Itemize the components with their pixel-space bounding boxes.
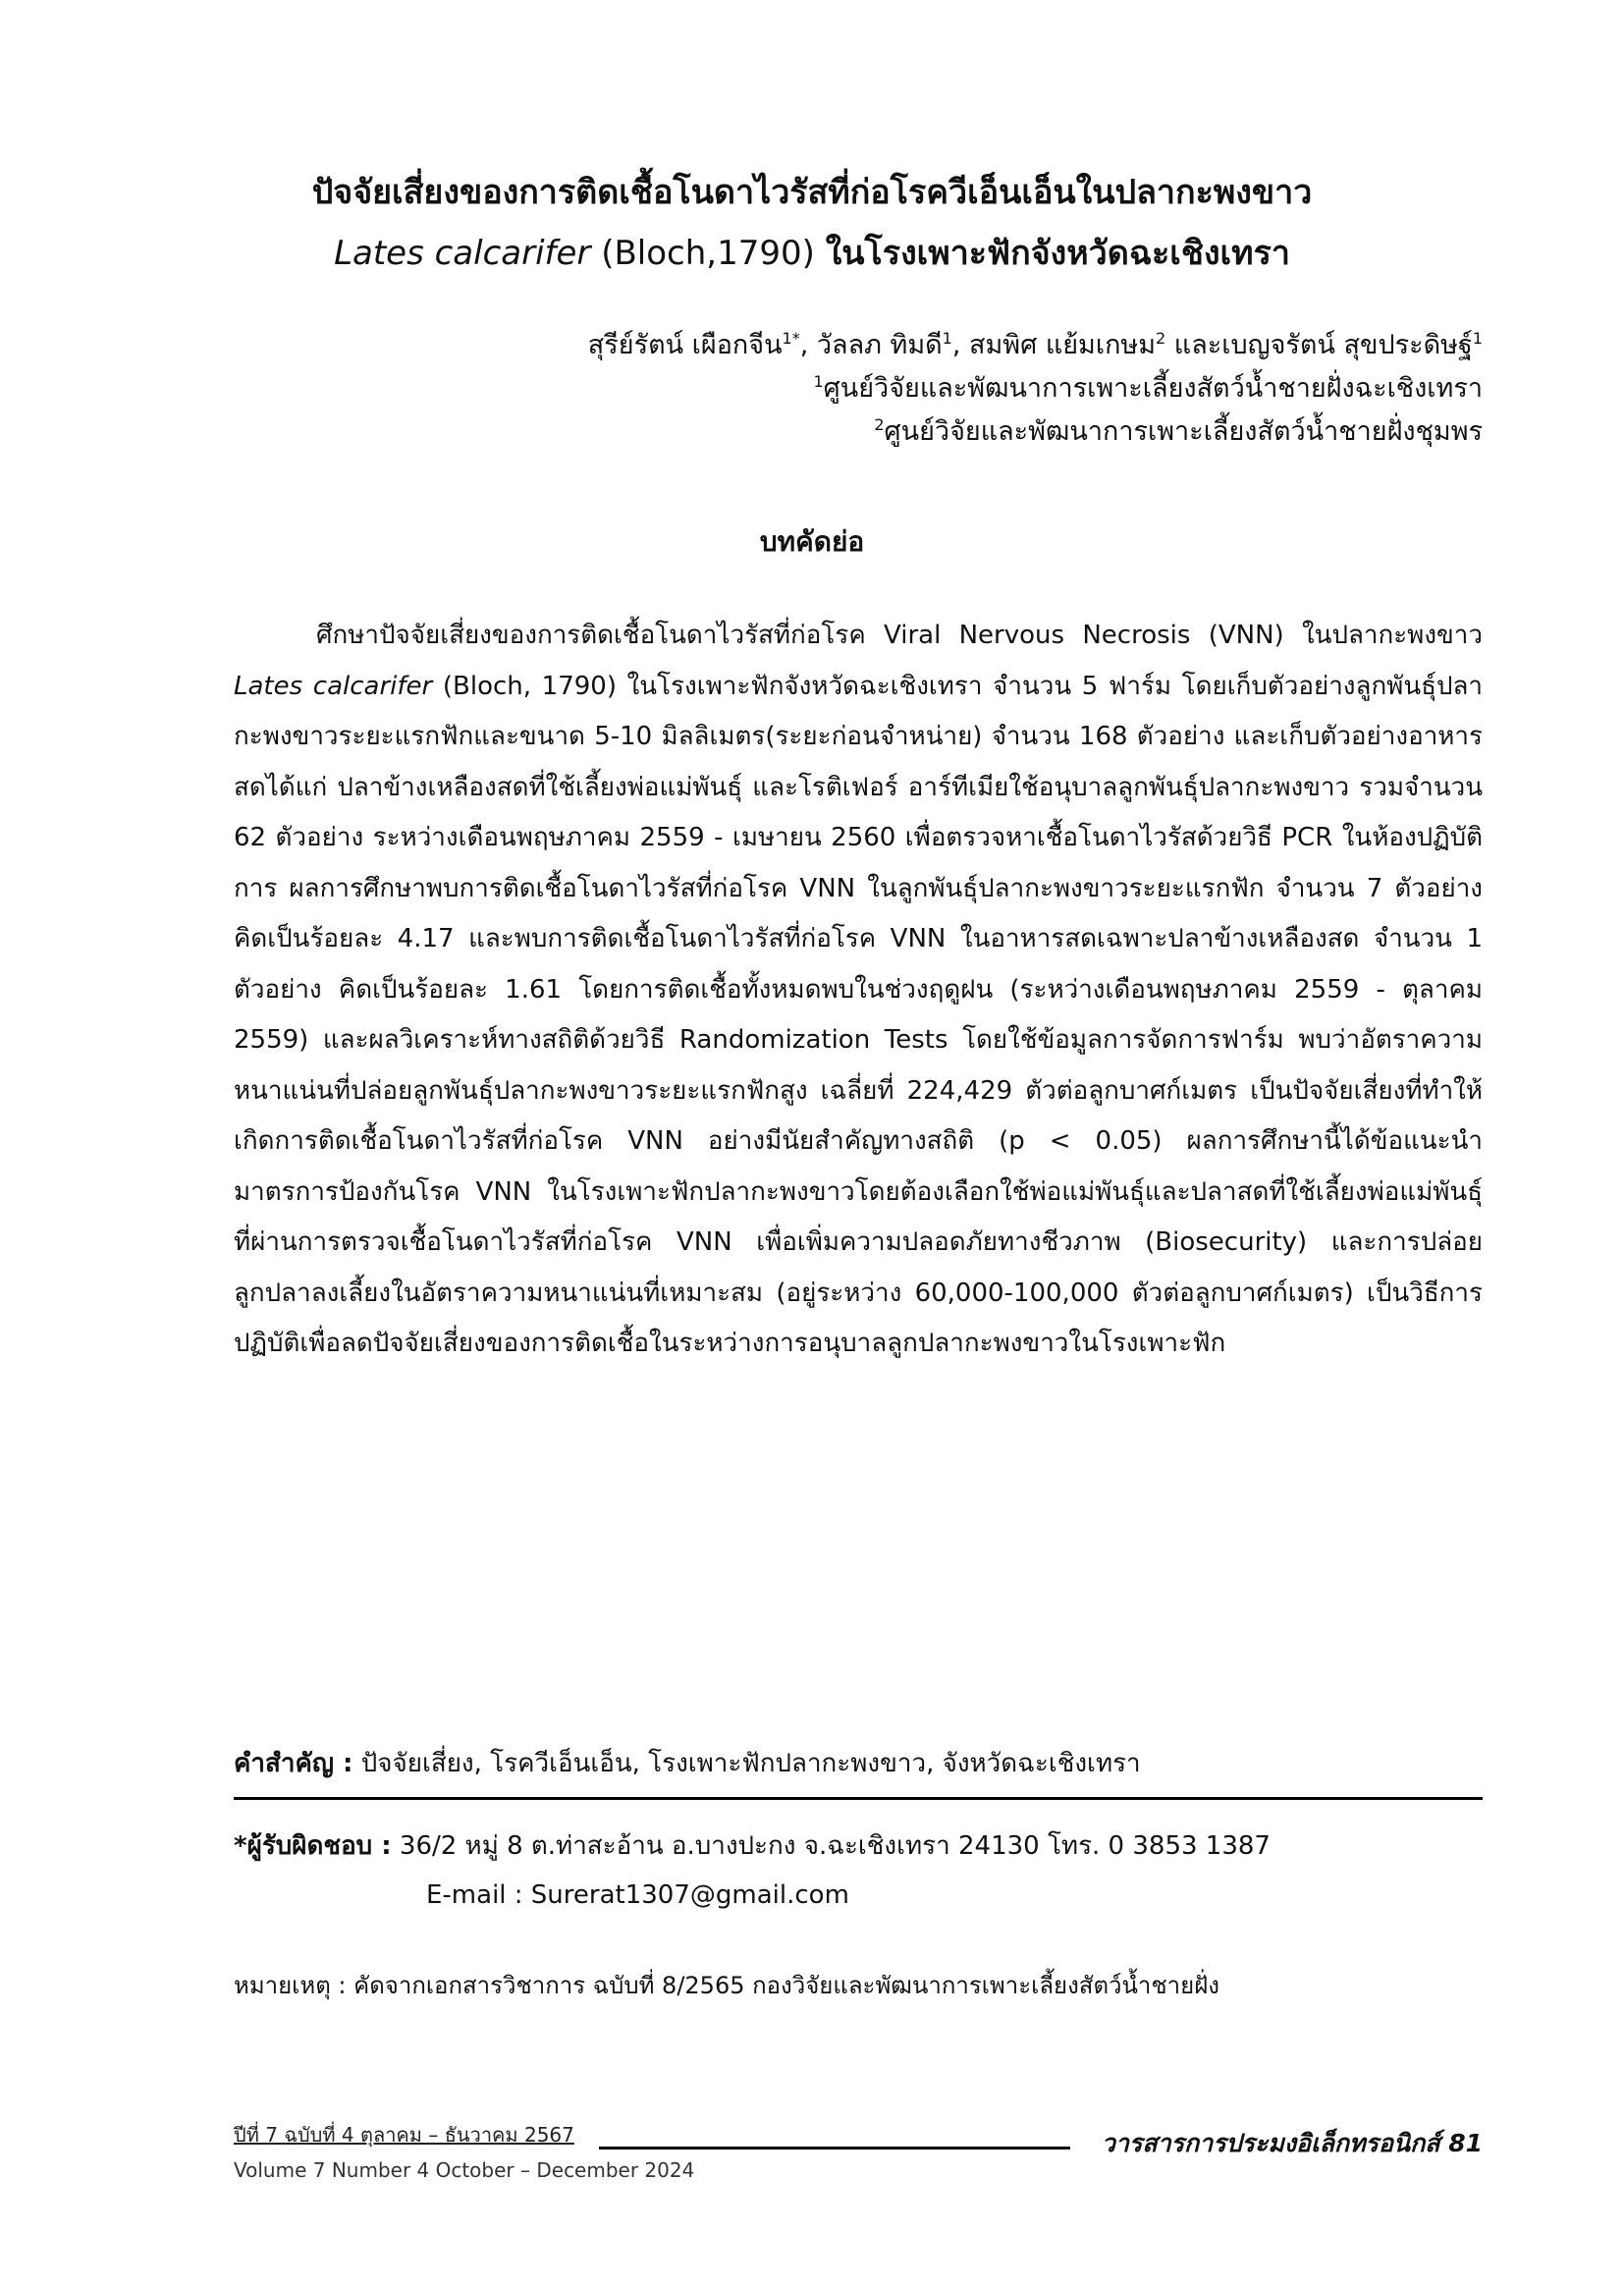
footer-issue bbox=[234, 2119, 694, 2182]
author-2-mark: 1 bbox=[942, 329, 952, 348]
abstract-body bbox=[234, 611, 1483, 1370]
affiliation-2-text: ศูนย์วิจัยและพัฒนาการเพาะเลี้ยงสัตว์น้ำชายฝั่งชุมพร bbox=[884, 416, 1483, 447]
abstract-part-1: ศึกษาปัจจัยเสี่ยงของการติดเชื้อโนดาไวรัสที่ก่อโรค Viral Nervous Necrosis (VNN) ในปลากะพงขาว bbox=[316, 621, 1483, 650]
author-2: , วัลลภ ทิมดี bbox=[799, 330, 943, 360]
author-4-mark: 1 bbox=[1472, 329, 1483, 348]
paper-title bbox=[0, 162, 1624, 284]
correspondence-label: *ผู้รับผิดชอบ : bbox=[234, 1831, 392, 1861]
page-number: 81 bbox=[1448, 2129, 1483, 2157]
author-1: สุรีย์รัตน์ เผือกจีน bbox=[587, 330, 783, 360]
keywords-text: ปัจจัยเสี่ยง, โรควีเอ็นเอ็น, โรงเพาะฟักปลากะพงขาว, จังหวัดฉะเชิงเทรา bbox=[352, 1749, 1141, 1778]
author-list bbox=[304, 324, 1483, 367]
affiliation-1-text: ศูนย์วิจัยและพัฒนาการเพาะเลี้ยงสัตว์น้ำชายฝั่งฉะเชิงเทรา bbox=[823, 373, 1483, 404]
footer-journal-name: วารสารการประมงอิเล็กทรอนิกส์ bbox=[1101, 2129, 1440, 2157]
footnote: หมายเหตุ : คัดจากเอกสารวิชาการ ฉบับที่ 8/2565 กองวิจัยและพัฒนาการเพาะเลี้ยงสัตว์น้ำชายฝั่ง bbox=[234, 1972, 1220, 1999]
author-3-mark: 2 bbox=[1156, 329, 1166, 348]
footer-journal bbox=[1102, 2124, 1483, 2163]
title-scientific-name: Lates calcarifer bbox=[334, 234, 591, 273]
title-line-2 bbox=[0, 223, 1624, 284]
author-4: และเบญจรัตน์ สุขประดิษฐ์ bbox=[1165, 330, 1473, 360]
author-3: , สมพิศ แย้มเกษม bbox=[951, 330, 1157, 360]
keywords-divider bbox=[234, 1797, 1483, 1800]
keywords bbox=[234, 1743, 1483, 1783]
abstract-part-2: (Bloch, 1790) ในโรงเพาะฟักจังหวัดฉะเชิงเทรา จำนวน 5 ฟาร์ม โดยเก็บตัวอย่างลูกพันธุ์ปลากะพงขาวระยะแรกฟักและขนาด 5-10 มิลลิเมตร(ระยะก่อนจำหน่าย) จำนวน 168 ตัวอย่าง และเก็บตัวอย่างอาหารสดได้แก่ ปลาข้างเหลืองสดที่ใช้เลี้ยงพ่อแม่พันธุ์ และโรติเฟอร์ อาร์ทีเมียใช้อนุบาลลูกพันธุ์ปลากะพงขาว รวมจำนวน 62 ตัวอย่าง ระหว่างเดือนพฤษภาคม 2559 - เมษายน 2560 เพื่อตรวจหาเชื้อโนดาไวรัสด้วยวิธี PCR ในห้องปฏิบัติการ ผลการศึกษาพบการติดเชื้อโนดาไวรัสที่ก่อโรค VNN ในลูกพันธุ์ปลากะพงขาวระยะแรกฟัก จำนวน 7 ตัวอย่าง คิดเป็นร้อยละ 4.17 และพบการติดเชื้อโนดาไวรัสที่ก่อโรค VNN ในอาหารสดเฉพาะปลาข้างเหลืองสด จำนวน 1 ตัวอย่าง คิดเป็นร้อยละ 1.61 โดยการติดเชื้อทั้งหมดพบในช่วงฤดูฝน (ระหว่างเดือนพฤษภาคม 2559 - ตุลาคม 2559) และผลวิเคราะห์ทางสถิติด้วยวิธี Randomization Tests โดยใช้ข้อมูลการจัดการฟาร์ม พบว่าอัตราความหนาแน่นที่ปล่อยลูกพันธุ์ปลากะพงขาวระยะแรกฟักสูง เฉลี่ยที่ 224,429 ตัวต่อลูกบาศก์เมตร เป็นปัจจัยเสี่ยงที่ทำให้เกิดการติดเชื้อโนดาไวรัสที่ก่อโรค VNN อย่างมีนัยสำคัญทางสถิติ (p < 0.05) ผลการศึกษานี้ได้ข้อแนะนำมาตรการป้องกันโรค VNN ในโรงเพาะฟักปลากะพงขาวโดยต้องเลือกใช้พ่อแม่พันธุ์และปลาสดที่ใช้เลี้ยงพ่อแม่พันธุ์ที่ผ่านการตรวจเชื้อโนดาไวรัสที่ก่อโรค VNN เพื่อเพิ่มความปลอดภัยทางชีวภาพ (Biosecurity) และการปล่อยลูกปลาลงเลี้ยงในอัตราความหนาแน่นที่เหมาะสม (อยู่ระหว่าง 60,000-100,000 ตัวต่อลูกบาศก์เมตร) เป็นวิธีการปฏิบัติเพื่อลดปัจจัยเสี่ยงของการติดเชื้อในระหว่างการอนุบาลลูกปลากะพงขาวในโรงเพาะฟัก bbox=[234, 671, 1483, 1358]
correspondence-address: 36/2 หมู่ 8 ต.ท่าสะอ้าน อ.บางปะกง จ.ฉะเชิงเทรา 24130 โทร. 0 3853 1387 bbox=[391, 1831, 1271, 1861]
correspondence bbox=[234, 1822, 1483, 1920]
affiliation-2 bbox=[304, 410, 1483, 454]
correspondence-email: E-mail : Surerat1307@gmail.com bbox=[426, 1880, 849, 1910]
abstract-heading: บทคัดย่อ bbox=[759, 525, 865, 558]
abstract-paragraph bbox=[234, 611, 1483, 1370]
abstract-scientific-name: Lates calcarifer bbox=[234, 671, 433, 701]
title-authority: (Bloch,1790) bbox=[590, 234, 826, 273]
affiliation-1 bbox=[304, 367, 1483, 410]
author-block bbox=[304, 324, 1483, 454]
author-1-mark: 1* bbox=[782, 329, 800, 348]
footer-issue-english: Volume 7 Number 4 October – December 2024 bbox=[234, 2158, 695, 2182]
keywords-label: คำสำคัญ : bbox=[234, 1749, 353, 1778]
footer-divider bbox=[599, 2147, 1070, 2150]
affiliation-2-mark: 2 bbox=[874, 415, 885, 434]
title-line-1: ปัจจัยเสี่ยงของการติดเชื้อโนดาไวรัสที่ก่อโรควีเอ็นเอ็นในปลากะพงขาว bbox=[311, 173, 1313, 212]
footer-issue-thai: ปีที่ 7 ฉบับที่ 4 ตุลาคม – ธันวาคม 2567 bbox=[234, 2123, 574, 2147]
affiliation-1-mark: 1 bbox=[813, 372, 824, 391]
title-location: ในโรงเพาะฟักจังหวัดฉะเชิงเทรา bbox=[825, 234, 1290, 273]
